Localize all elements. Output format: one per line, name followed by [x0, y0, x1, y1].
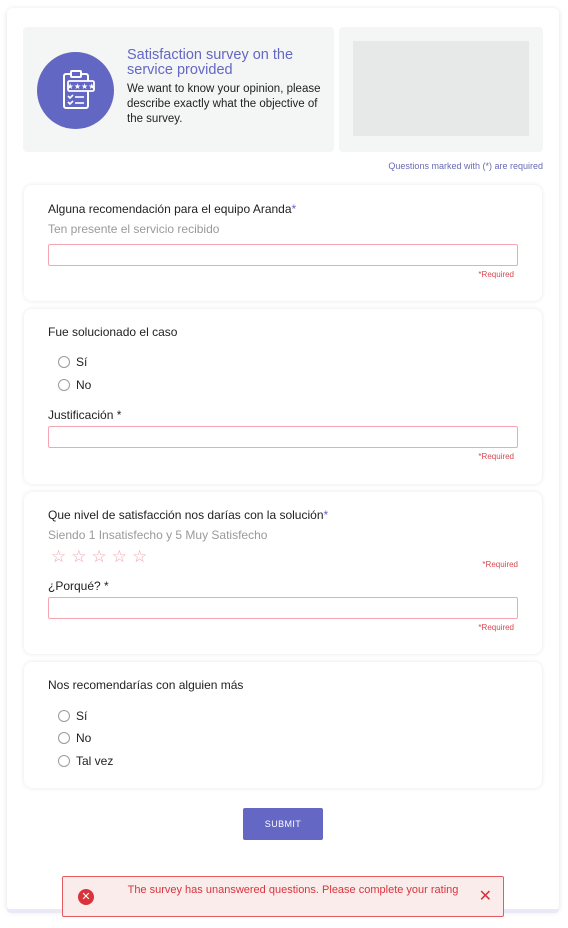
radio-button[interactable]: [58, 710, 70, 722]
svg-text:★★★★: ★★★★: [66, 81, 95, 91]
question-card-2: [24, 309, 542, 484]
question-help: Siendo 1 Insatisfecho y 5 Muy Satisfecho: [48, 528, 268, 542]
radio-option-si[interactable]: [58, 709, 87, 723]
survey-description: We want to know your opinion, please describe exactly what the objective of the survey.: [127, 83, 321, 125]
radio-button[interactable]: [58, 379, 70, 391]
star-rating[interactable]: [51, 548, 147, 566]
why-label: ¿Porqué? *: [48, 579, 109, 593]
close-icon[interactable]: ✕: [478, 886, 492, 905]
error-icon: ✕: [78, 889, 94, 905]
question-card-3: [24, 492, 542, 654]
question-label: Que nivel de satisfacción nos darías con la solución*: [48, 508, 329, 522]
required-error: *Required: [478, 623, 514, 632]
star-icon[interactable]: ☆: [111, 547, 127, 567]
survey-header: [23, 27, 334, 152]
radio-option-no[interactable]: [58, 378, 91, 392]
required-note: Questions marked with (*) are required: [388, 161, 543, 171]
question-label: Nos recomendarías con alguien más: [48, 678, 244, 692]
radio-label: No: [76, 731, 92, 745]
question-label: Alguna recomendación para el equipo Aranda*: [48, 202, 297, 216]
submit-button[interactable]: SUBMIT: [243, 808, 323, 840]
rating-required-error: *Required: [482, 560, 518, 569]
star-icon[interactable]: ☆: [71, 547, 87, 567]
justification-label: Justificación *: [48, 408, 122, 422]
required-mark: *: [291, 202, 297, 216]
radio-label: Sí: [76, 355, 88, 369]
recommendation-input[interactable]: [48, 244, 518, 266]
star-icon[interactable]: ☆: [51, 547, 67, 567]
header-image-placeholder: [353, 41, 529, 136]
radio-button[interactable]: [58, 732, 70, 744]
header-image-panel: [339, 27, 543, 152]
survey-title: Satisfaction survey on the service provided: [127, 47, 294, 78]
required-error: *Required: [478, 270, 514, 279]
survey-clipboard-icon: [52, 67, 100, 115]
required-mark: *: [323, 508, 329, 522]
radio-label: Sí: [76, 709, 88, 723]
justification-input[interactable]: [48, 426, 518, 448]
star-icon[interactable]: ☆: [91, 547, 107, 567]
radio-button[interactable]: [58, 356, 70, 368]
question-label: Fue solucionado el caso: [48, 325, 178, 339]
question-card-4: [24, 662, 542, 788]
question-help: Ten presente el servicio recibido: [48, 222, 220, 236]
question-card-1: [24, 185, 542, 301]
radio-label: Tal vez: [76, 754, 114, 768]
error-toast: [62, 876, 504, 917]
toast-message: The survey has unanswered questions. Please complete your rating: [127, 884, 459, 896]
radio-label: No: [76, 378, 92, 392]
star-icon[interactable]: ☆: [132, 547, 148, 567]
radio-button[interactable]: [58, 755, 70, 767]
why-input[interactable]: [48, 597, 518, 619]
radio-option-tal-vez[interactable]: [58, 754, 113, 768]
survey-logo: [37, 52, 114, 129]
required-error: *Required: [478, 452, 514, 461]
radio-option-no[interactable]: [58, 731, 91, 745]
radio-option-si[interactable]: [58, 355, 87, 369]
